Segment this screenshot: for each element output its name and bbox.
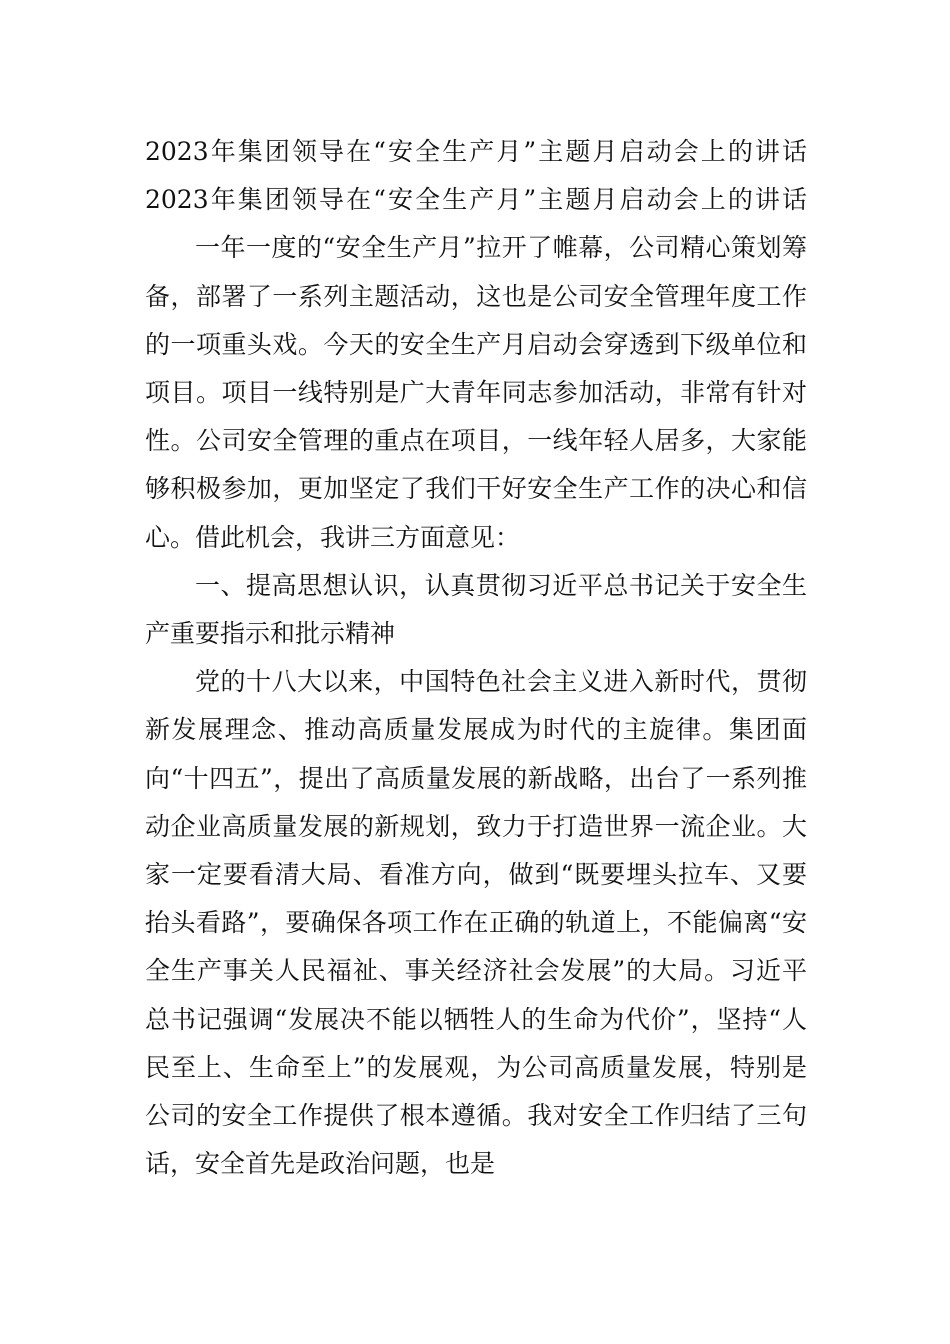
paragraph-opening: 一年一度的“安全生产月”拉开了帷幕，公司精心策划筹备，部署了一系列主题活动，这也是公司安全管理年度工作的一项重头戏。今天的安全生产月启动会穿透到下级单位和项目。项目一线特别是广大青年同志参加活动，非常有针对性。公司安全管理的重点在项目，一线年轻人居多，大家能够积极参加，更加坚定了我们干好安全生产工作的决心和信心。借此机会，我讲三方面意见： (145, 233, 807, 552)
document-title: 2023年集团领导在“安全生产月”主题月启动会上的讲话 (145, 137, 807, 166)
document-title-repeat: 2023年集团领导在“安全生产月”主题月启动会上的讲话 (145, 185, 807, 215)
document-body (145, 128, 807, 1188)
section-heading-1: 一、提高思想认识，认真贯彻习近平总书记关于安全生产重要指示和批示精神 (145, 570, 807, 649)
paragraph-section-1: 党的十八大以来，中国特色社会主义进入新时代，贯彻新发展理念、推动高质量发展成为时代的主旋律。集团面向“十四五”，提出了高质量发展的新战略，出台了一系列推动企业高质量发展的新规划，致力于打造世界一流企业。大家一定要看清大局、看准方向，做到“既要埋头拉车、又要抬头看路”，要确保各项工作在正确的轨道上，不能偏离“安全生产事关人民福祉、事关经济社会发展”的大局。习近平总书记强调“发展决不能以牺牲人的生命为代价”，坚持“人民至上、生命至上”的发展观，为公司高质量发展，特别是公司的安全工作提供了根本遵循。我对安全工作归结了三句话，安全首先是政治问题，也是 (145, 667, 807, 1179)
